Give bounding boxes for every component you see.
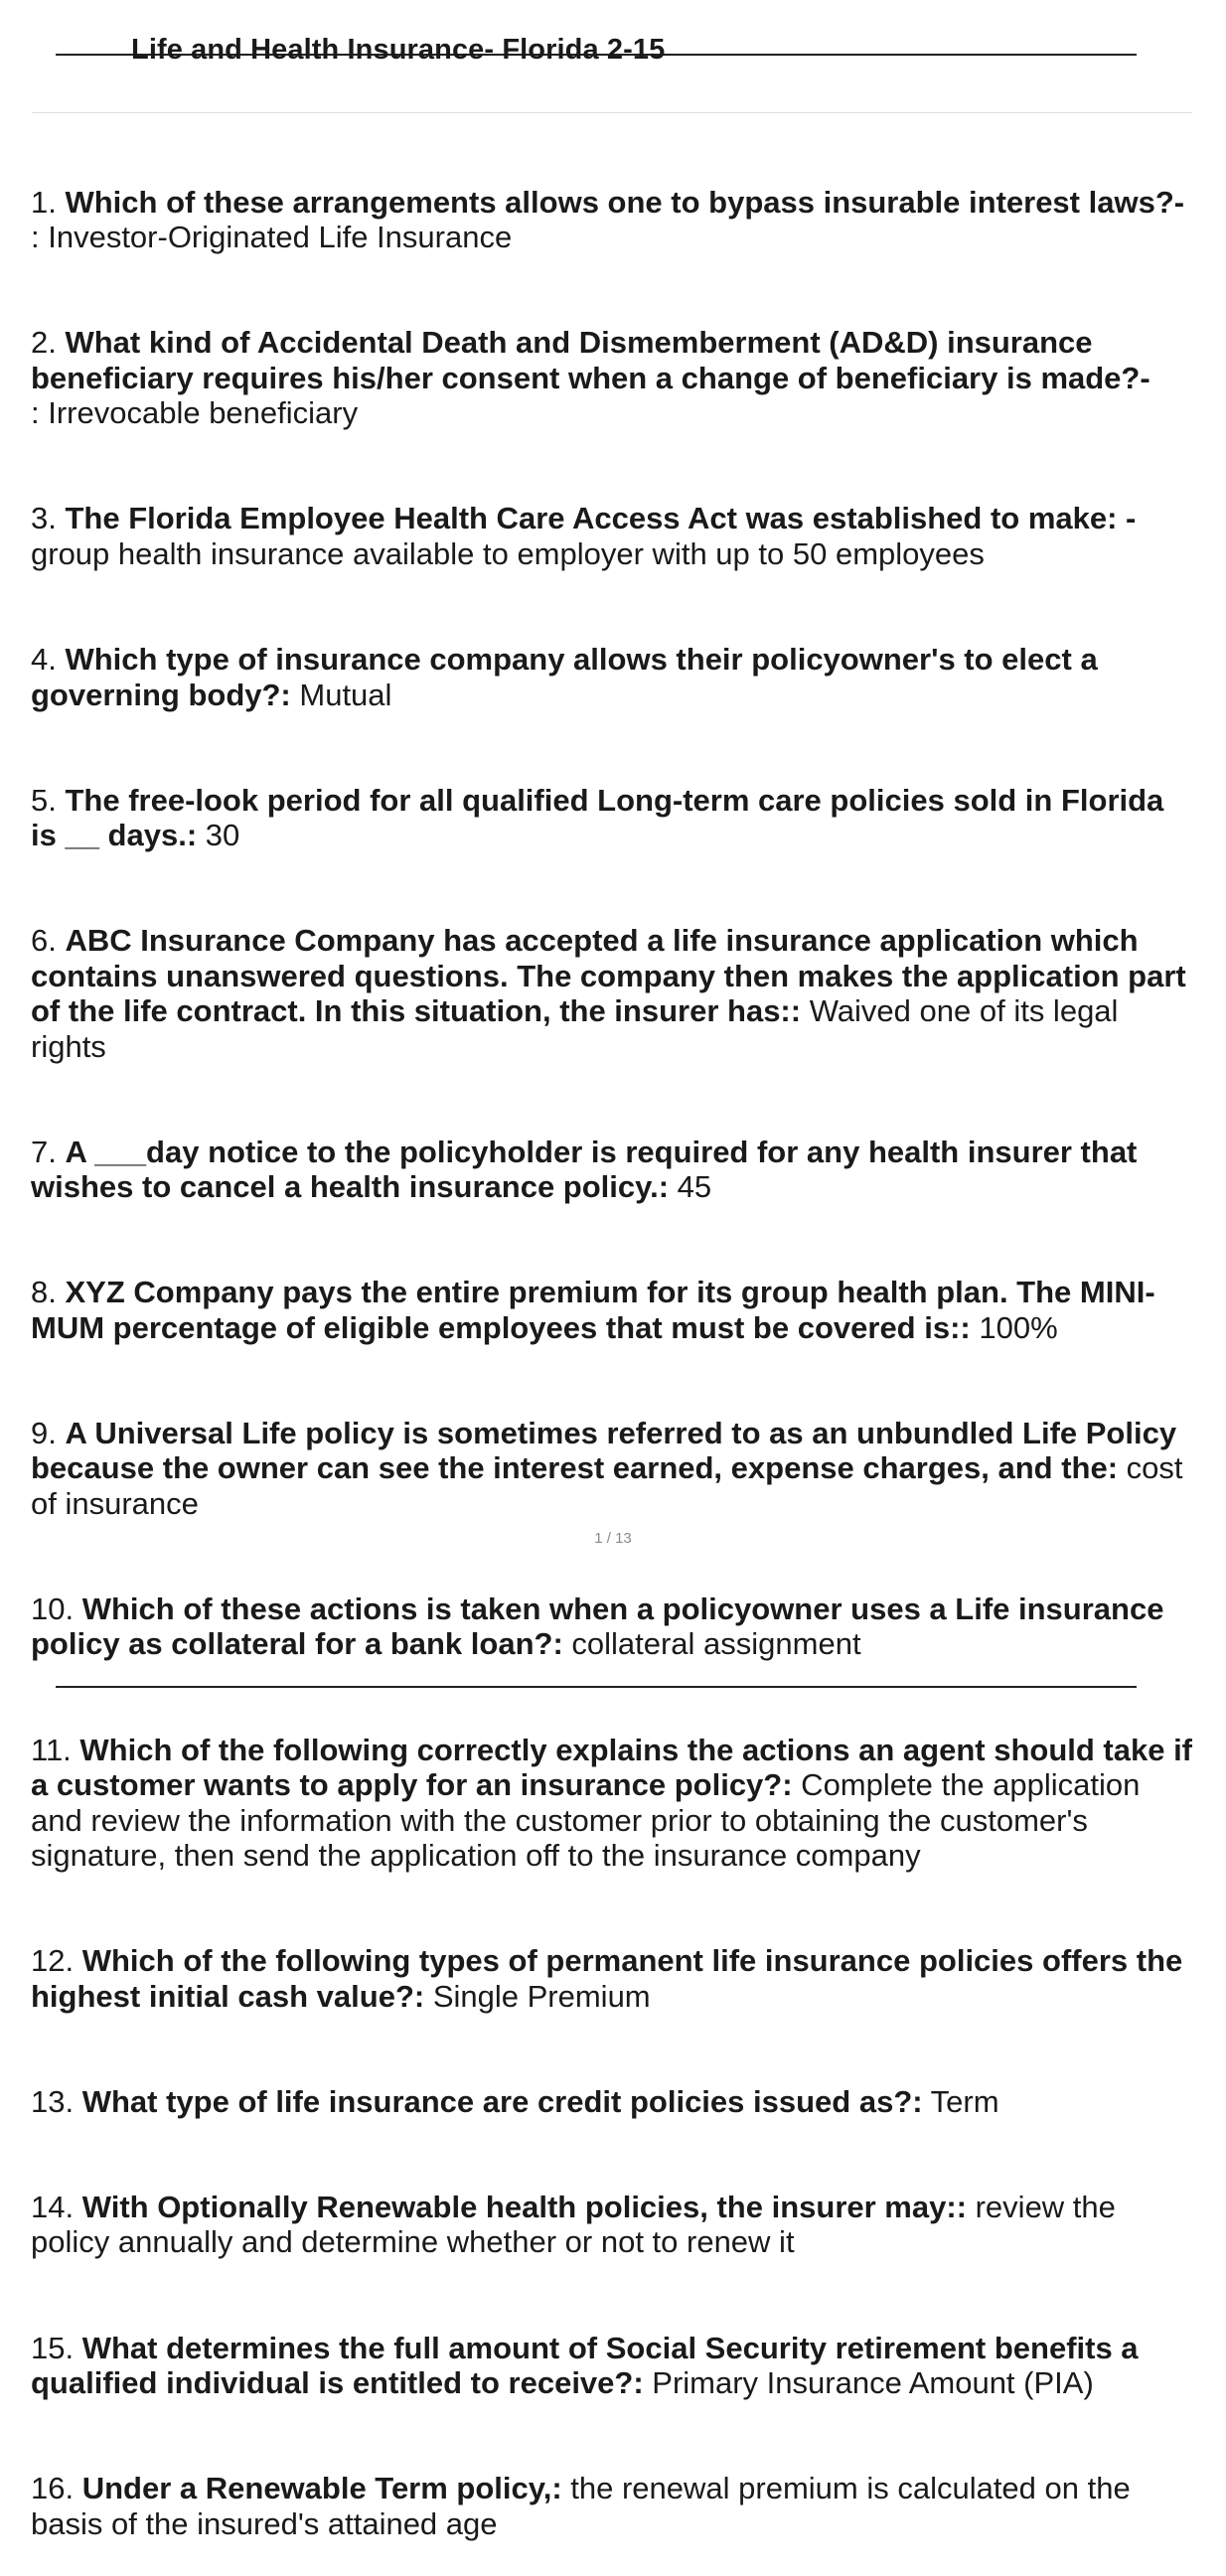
header-divider (32, 112, 1192, 113)
document-title: Life and Health Insurance- Florida 2-15 (131, 34, 666, 66)
item-number: 4. (31, 642, 66, 678)
answer-text: 30 (197, 818, 240, 853)
answer-text: 45 (669, 1169, 712, 1205)
item-number: 16. (31, 2471, 82, 2506)
answer-text: cost of insurance (31, 1450, 1192, 1521)
item-number: 13. (31, 2083, 82, 2119)
qa-item (31, 1135, 1192, 1205)
qa-item (31, 1416, 1192, 1521)
question-answer-list (31, 114, 1201, 2576)
answer-text: : Irrevocable beneficiary (31, 395, 359, 431)
item-number: 1. (31, 184, 66, 220)
qa-item (31, 1591, 1192, 1662)
question-text: Under a Renewable Term policy,: (81, 2471, 562, 2506)
answer-text: 100% (970, 1309, 1058, 1345)
question-text: XYZ Company pays the entire premium for its group health plan. The MINI-MUM percentage of eligible employees that must be covered is:: (31, 1275, 1155, 1345)
answer-text: review the policy annually and determine whether or not to renew it (31, 2189, 1125, 2260)
question-text: Which of these actions is taken when a policyowner uses a Life insurance policy as collateral for a bank loan?: (31, 1591, 1173, 1662)
qa-item (31, 1943, 1192, 2014)
question-text: The Florida Employee Health Care Access Act was established to make: - (65, 501, 1137, 536)
item-number: 9. (31, 1416, 66, 1451)
item-number: 15. (31, 2330, 82, 2365)
question-text: A ___day notice to the policyholder is required for any health insurer that wishes to cancel a health insurance policy.: (31, 1134, 1147, 1205)
qa-item (31, 185, 1192, 255)
question-text: Which of the following correctly explains the actions an agent should take if a customer wants to apply for an insurance policy?: (31, 1732, 1201, 1803)
answer-text: Waived one of its legal rights (31, 993, 1128, 1064)
qa-item (31, 1732, 1201, 1874)
question-text: Which type of insurance company allows their policyowner's to elect a governing body?: (31, 642, 1107, 712)
page-number: 1 / 13 (594, 1530, 632, 1547)
item-number: 12. (31, 1943, 82, 1979)
qa-item (31, 923, 1195, 1064)
item-number: 6. (31, 923, 66, 959)
question-text: A Universal Life policy is sometimes referred to as an unbundled Life Policy because the owner can see the interest earned, expense charges, and the: (31, 1416, 1185, 1486)
question-text: What type of life insurance are credit policies issued as?: (81, 2083, 923, 2119)
answer-text: Mutual (290, 677, 392, 712)
qa-item (31, 2084, 1192, 2119)
answer-text: Primary Insurance Amount (PIA) (643, 2365, 1094, 2400)
answer-text: Term (922, 2083, 999, 2119)
qa-item (31, 325, 1192, 430)
qa-item (31, 2471, 1192, 2541)
answer-text: collateral assignment (562, 1626, 861, 1662)
footer-rule (56, 1686, 1137, 1688)
question-text: ABC Insurance Company has accepted a life insurance application which contains unanswered questions. The company then makes the application part of the life contract. In this situation, the insurer has:: (31, 923, 1195, 1029)
qa-item (31, 642, 1192, 712)
item-number: 11. (31, 1732, 80, 1767)
question-text: Which of the following types of permanent life insurance policies offers the highest initial cash value?: (31, 1943, 1191, 2014)
answer-text: group health insurance available to employer with up to 50 employees (31, 535, 985, 571)
qa-item (31, 1275, 1192, 1345)
qa-item (31, 2190, 1192, 2260)
answer-text: Complete the application and review the information with the customer prior to obtaining the customer's signature, then send the application off to the insurance company (31, 1767, 1149, 1873)
qa-item (31, 783, 1192, 853)
qa-item (31, 2331, 1192, 2401)
document-header (56, 30, 1137, 70)
item-number: 8. (31, 1275, 66, 1310)
item-number: 14. (31, 2189, 82, 2224)
item-number: 7. (31, 1134, 66, 1169)
question-text: The free-look period for all qualified Long-term care policies sold in Florida is __ days.: (31, 782, 1172, 853)
qa-item (31, 501, 1192, 571)
answer-text: Single Premium (424, 1978, 651, 2014)
question-text: What determines the full amount of Social Security retirement benefits a qualified individual is entitled to receive?: (31, 2330, 1148, 2400)
answer-text: the renewal premium is calculated on the basis of the insured's attained age (31, 2471, 1140, 2541)
item-number: 10. (31, 1591, 82, 1627)
question-text: Which of these arrangements allows one to bypass insurable interest laws?- (65, 184, 1185, 220)
item-number: 5. (31, 782, 66, 818)
answer-text: : Investor-Originated Life Insurance (31, 220, 513, 255)
question-text: What kind of Accidental Death and Dismemberment (AD&D) insurance beneficiary requires his/her consent when a change of beneficiary is made?- (31, 325, 1150, 395)
question-text: With Optionally Renewable health policies, the insurer may:: (81, 2189, 967, 2224)
item-number: 2. (31, 325, 66, 361)
item-number: 3. (31, 501, 66, 536)
